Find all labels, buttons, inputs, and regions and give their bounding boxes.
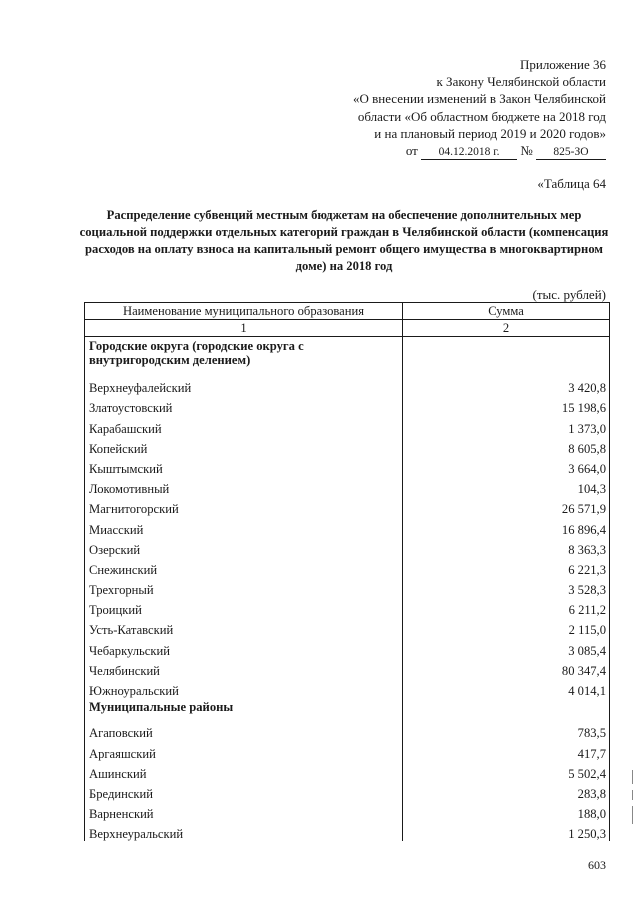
appendix-line: Приложение 36	[519, 57, 606, 72]
column-number: 1	[85, 320, 403, 337]
table-row	[85, 617, 610, 637]
table-row	[85, 476, 610, 496]
subsidy-table	[84, 302, 610, 841]
law-date: 04.12.2018 г.	[421, 146, 517, 160]
municipality-name: Ашинский	[85, 761, 403, 781]
subsidy-amount: 26 571,9	[403, 496, 610, 516]
municipality-name: Златоустовский	[85, 395, 403, 415]
municipality-name: Копейский	[85, 436, 403, 456]
municipality-name: Варненский	[85, 801, 403, 821]
subsidy-amount: 3 085,4	[403, 637, 610, 657]
municipality-name: Чебаркульский	[85, 637, 403, 657]
subsidy-amount: 6 211,2	[403, 597, 610, 617]
table-row	[85, 678, 610, 698]
from-label: от	[405, 143, 418, 159]
appendix-line: «О внесении изменений в Закон Челябинской	[352, 91, 606, 107]
subsidy-amount: 783,5	[403, 720, 610, 740]
municipality-name: Миасский	[85, 516, 403, 536]
law-number: 825-ЗО	[536, 146, 606, 160]
municipality-name: Снежинский	[85, 557, 403, 577]
page-number: 603	[588, 858, 606, 872]
subsidy-amount: 15 198,6	[403, 395, 610, 415]
table-row	[85, 436, 610, 456]
municipality-name: Трехгорный	[85, 577, 403, 597]
document-title: Распределение субвенций местным бюджетам на обеспечение дополнительных мер социальной поддержки отдельных категорий граждан в Челябинской области (компенсация расходов на оплату взноса на капитальный ремонт общего имущества в многоквартирном доме) на 2018 год	[79, 208, 609, 273]
table-reference: «Таблица 64	[537, 176, 606, 191]
subsidy-amount: 417,7	[403, 740, 610, 760]
municipality-name: Агаповский	[85, 720, 403, 740]
subsidy-amount: 8 605,8	[403, 436, 610, 456]
subsidy-amount: 1 250,3	[403, 821, 610, 841]
column-header-sum: Сумма	[403, 303, 610, 320]
subsidy-amount: 6 221,3	[403, 557, 610, 577]
subsidy-amount: 2 115,0	[403, 617, 610, 637]
table-row	[85, 781, 610, 801]
subsidy-amount: 8 363,3	[403, 537, 610, 557]
table-row	[85, 637, 610, 657]
section-row	[85, 698, 610, 720]
subsidy-amount: 5 502,4	[403, 761, 610, 781]
municipality-name: Южноуральский	[85, 678, 403, 698]
subsidy-amount: 104,3	[403, 476, 610, 496]
municipality-name: Аргаяшский	[85, 740, 403, 760]
municipality-name: Верхнеуфалейский	[85, 375, 403, 395]
section-title: Муниципальные районы	[85, 698, 403, 720]
section-value-cell	[403, 337, 610, 376]
table-row	[85, 415, 610, 435]
table-body	[85, 337, 610, 842]
scan-edge-marks	[632, 770, 634, 830]
subsidy-amount: 3 420,8	[403, 375, 610, 395]
table-row	[85, 557, 610, 577]
table-row	[85, 801, 610, 821]
municipality-name: Верхнеуральский	[85, 821, 403, 841]
municipality-name: Челябинский	[85, 658, 403, 678]
municipality-name: Кыштымский	[85, 456, 403, 476]
column-number-row	[85, 320, 610, 337]
subsidy-amount: 188,0	[403, 801, 610, 821]
number-label: №	[520, 143, 533, 159]
subsidy-amount: 4 014,1	[403, 678, 610, 698]
table-row	[85, 761, 610, 781]
appendix-header	[186, 56, 606, 160]
law-date-line	[186, 142, 606, 160]
table-row	[85, 375, 610, 395]
subsidy-amount: 80 347,4	[403, 658, 610, 678]
subsidy-amount: 3 528,3	[403, 577, 610, 597]
units-label: (тыс. рублей)	[532, 287, 606, 302]
table-row	[85, 821, 610, 841]
municipality-name: Троицкий	[85, 597, 403, 617]
table-row	[85, 740, 610, 760]
column-header-name: Наименование муниципального образования	[85, 303, 403, 320]
subsidy-amount: 3 664,0	[403, 456, 610, 476]
section-title: Городские округа (городские округа с внутригородским делением)	[85, 337, 403, 376]
table-row	[85, 537, 610, 557]
section-row	[85, 337, 610, 376]
table-row	[85, 395, 610, 415]
table-row	[85, 516, 610, 536]
municipality-name: Усть-Катавский	[85, 617, 403, 637]
section-value-cell	[403, 698, 610, 720]
subsidy-amount: 16 896,4	[403, 516, 610, 536]
column-number: 2	[403, 320, 610, 337]
appendix-line: к Закону Челябинской области	[436, 74, 606, 90]
municipality-name: Озерский	[85, 537, 403, 557]
table-row	[85, 577, 610, 597]
table-row	[85, 720, 610, 740]
municipality-name: Брединский	[85, 781, 403, 801]
table-row	[85, 658, 610, 678]
table-row	[85, 456, 610, 476]
municipality-name: Магнитогорский	[85, 496, 403, 516]
table-row	[85, 597, 610, 617]
table-row	[85, 496, 610, 516]
municipality-name: Карабашский	[85, 415, 403, 435]
appendix-line: и на плановый период 2019 и 2020 годов»	[374, 125, 606, 141]
appendix-line: области «Об областном бюджете на 2018 год	[357, 108, 606, 124]
subsidy-amount: 283,8	[403, 781, 610, 801]
subsidy-amount: 1 373,0	[403, 415, 610, 435]
municipality-name: Локомотивный	[85, 476, 403, 496]
header-row	[85, 303, 610, 320]
